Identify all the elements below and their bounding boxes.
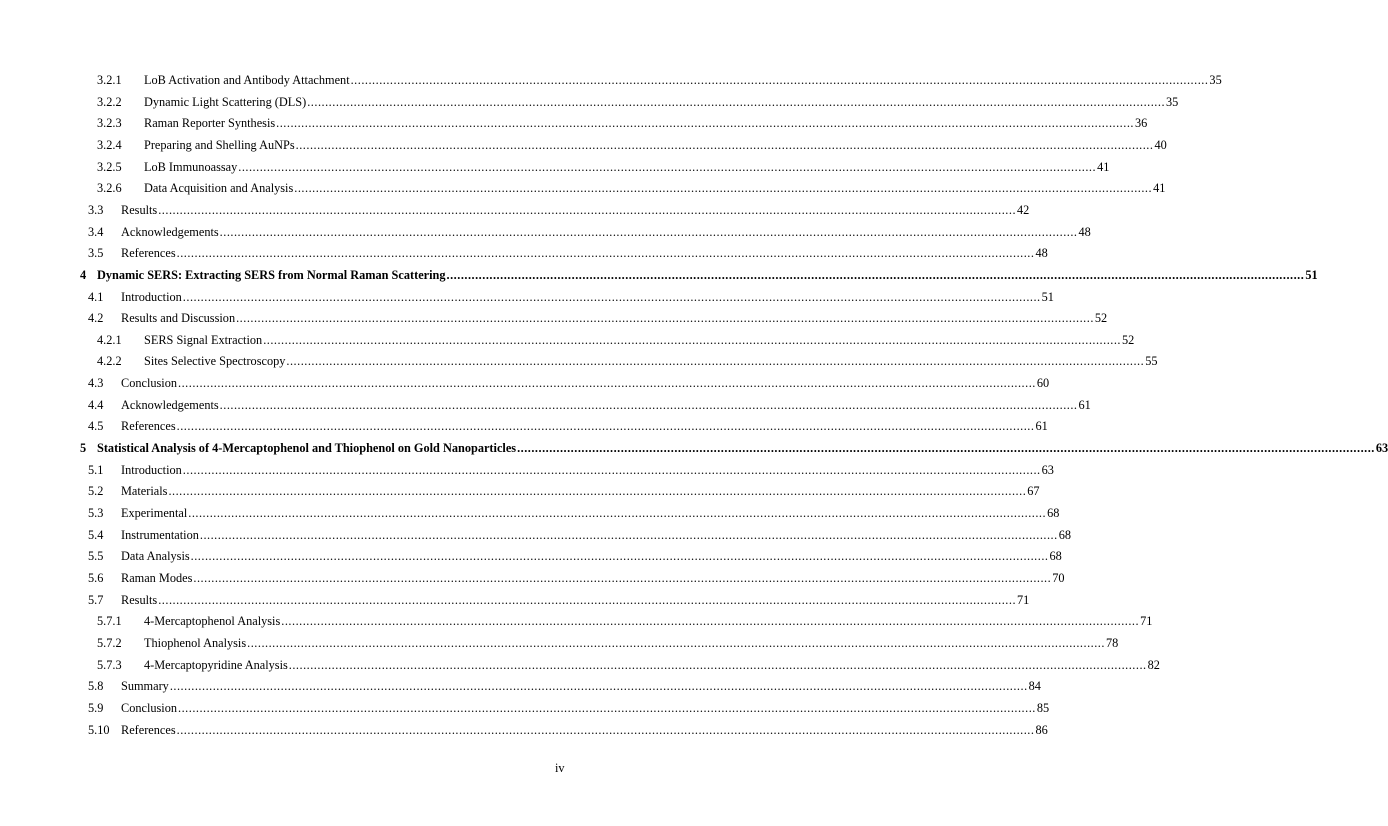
toc-entry-page: 51	[1041, 289, 1054, 304]
toc-entry[interactable]	[88, 200, 1030, 220]
toc-entry-page: 68	[1049, 549, 1062, 564]
toc-entry-number: 4.2	[88, 311, 104, 326]
toc-entry-page: 78	[1105, 635, 1119, 650]
dot-leader	[247, 633, 1105, 653]
dot-leader	[168, 481, 1026, 501]
toc-entry-page: 85	[1036, 700, 1050, 715]
toc-entry-title: Results	[121, 592, 158, 607]
toc-entry-page: 36	[1134, 116, 1148, 131]
toc-entry-page: 42	[1017, 202, 1030, 217]
toc-entry[interactable]	[97, 611, 1153, 631]
toc-entry-page: 52	[1094, 311, 1108, 326]
toc-entry-page: 35	[1166, 94, 1179, 109]
toc-entry-number: 3.2.1	[97, 73, 122, 87]
dot-leader	[281, 611, 1139, 631]
toc-entry-page: 63	[1041, 462, 1054, 477]
dot-leader	[183, 460, 1041, 480]
toc-entry-number: 4.2.2	[97, 354, 122, 369]
toc-entry-title: Dynamic Light Scattering (DLS)	[144, 94, 307, 109]
toc-entry-title: References	[121, 722, 176, 737]
dot-leader	[286, 351, 1144, 371]
dot-leader	[188, 503, 1046, 523]
toc-entry[interactable]	[88, 568, 1065, 588]
toc-entry-page: 48	[1035, 246, 1048, 261]
toc-entry[interactable]	[97, 70, 1222, 90]
toc-entry-number: 5.4	[88, 527, 104, 542]
dot-leader	[263, 330, 1121, 350]
toc-entry-page: 41	[1153, 181, 1166, 196]
toc-entry-page: 40	[1154, 137, 1167, 152]
toc-entry-number: 5.9	[88, 700, 104, 715]
page-number: iv	[555, 761, 565, 775]
toc-entry-title: 4-Mercaptopyridine Analysis	[144, 657, 288, 672]
toc-entry-title: Acknowledgements	[121, 224, 219, 239]
toc-entry-page: 63	[1375, 441, 1388, 456]
dot-leader	[177, 243, 1035, 263]
toc-entry-number: 4.5	[88, 419, 104, 434]
dot-leader	[447, 265, 1305, 285]
toc-entry-number: 5.7	[88, 592, 104, 607]
toc-entry-number: 3.3	[88, 202, 104, 217]
toc-entry-title: Acknowledgements	[121, 397, 219, 412]
toc-entry-number: 5	[80, 441, 87, 456]
dot-leader	[183, 287, 1041, 307]
dot-leader	[200, 525, 1058, 545]
toc-entry[interactable]	[80, 265, 1318, 285]
dot-leader	[276, 113, 1134, 133]
toc-entry[interactable]	[97, 351, 1158, 371]
toc-entry[interactable]	[97, 113, 1148, 133]
toc-entry-page: 70	[1052, 570, 1065, 585]
toc-entry-page: 41	[1097, 159, 1110, 174]
toc-entry-title: Introduction	[121, 462, 182, 477]
toc-entry-title: Introduction	[121, 289, 182, 304]
dot-leader	[178, 698, 1036, 718]
toc-entry-number: 4.2.1	[97, 332, 122, 347]
toc-entry-title: References	[121, 419, 176, 434]
toc-entry[interactable]	[88, 416, 1048, 436]
toc-entry-title: 4-Mercaptophenol Analysis	[144, 614, 281, 629]
toc-entry-title: Materials	[121, 484, 168, 499]
toc-entry[interactable]	[88, 590, 1030, 610]
toc-entry[interactable]	[88, 287, 1054, 307]
toc-entry[interactable]	[88, 308, 1108, 328]
toc-entry-page: 71	[1140, 614, 1153, 629]
toc-entry[interactable]	[88, 243, 1048, 263]
toc-entry-page: 48	[1078, 224, 1091, 239]
toc-entry-title: LoB Immunoassay	[144, 159, 238, 174]
toc-entry[interactable]	[88, 546, 1062, 566]
toc-entry[interactable]	[88, 481, 1040, 501]
toc-entry[interactable]	[88, 503, 1060, 523]
toc-entry-title: Dynamic SERS: Extracting SERS from Normal Raman Scattering	[97, 267, 446, 282]
toc-entry[interactable]	[88, 222, 1091, 242]
toc-entry-number: 5.7.1	[97, 614, 122, 629]
toc-entry[interactable]	[88, 395, 1091, 415]
dot-leader	[517, 438, 1375, 458]
toc-entry-page: 68	[1058, 527, 1071, 542]
toc-entry-number: 5.3	[88, 506, 104, 520]
toc-entry-number: 5.1	[88, 462, 104, 477]
dot-leader	[296, 135, 1154, 155]
toc-entry[interactable]	[97, 655, 1160, 675]
toc-entry-number: 4.4	[88, 397, 104, 412]
toc-entry-number: 3.5	[88, 246, 104, 261]
toc-entry-page: 84	[1028, 679, 1041, 694]
dot-leader	[236, 308, 1094, 328]
toc-entry-number: 3.2.5	[97, 159, 122, 174]
dot-leader	[238, 157, 1096, 177]
toc-entry[interactable]	[80, 438, 1388, 458]
toc-entry-title: Results and Discussion	[121, 311, 236, 326]
toc-entry-title: Instrumentation	[121, 527, 199, 542]
toc-entry-title: Summary	[121, 679, 169, 694]
dot-leader	[193, 568, 1051, 588]
toc-entry-title: LoB Activation and Antibody Attachment	[144, 73, 350, 87]
toc-entry[interactable]	[97, 157, 1110, 177]
toc-entry-number: 5.2	[88, 484, 104, 499]
toc-entry-page: 55	[1145, 354, 1158, 369]
toc-entry-number: 5.10	[88, 722, 110, 737]
dot-leader	[177, 720, 1035, 740]
toc-entry-page: 52	[1122, 332, 1135, 347]
dot-leader	[220, 395, 1078, 415]
toc-entry-number: 5.7.3	[97, 657, 122, 672]
toc-entry-page: 61	[1035, 419, 1048, 434]
toc-entry-number: 5.8	[88, 679, 104, 694]
dot-leader	[178, 373, 1036, 393]
toc-entry-page: 67	[1027, 484, 1040, 499]
toc-entry[interactable]	[88, 525, 1071, 545]
dot-leader	[177, 416, 1035, 436]
toc-entry[interactable]	[88, 698, 1050, 718]
toc-entry[interactable]	[97, 135, 1167, 155]
toc-entry-number: 3.2.6	[97, 181, 122, 196]
toc-entry-page: 86	[1035, 722, 1048, 737]
dot-leader	[307, 92, 1165, 112]
toc-entry-number: 5.5	[88, 549, 104, 564]
dot-leader	[158, 200, 1016, 220]
toc-entry[interactable]	[97, 330, 1135, 350]
toc-entry-page: 71	[1017, 592, 1030, 607]
dot-leader	[170, 676, 1028, 696]
toc-entry[interactable]	[97, 633, 1119, 653]
toc-entry[interactable]	[97, 92, 1179, 112]
dot-leader	[220, 222, 1078, 242]
toc-entry-title: Conclusion	[121, 700, 178, 715]
toc-entry[interactable]	[88, 720, 1048, 740]
toc-entry-number: 3.2.2	[97, 94, 122, 109]
toc-entry-number: 3.2.4	[97, 137, 122, 152]
toc-entry-title: Experimental	[121, 506, 188, 520]
toc-entry[interactable]	[97, 178, 1166, 198]
toc-entry-page: 61	[1078, 397, 1091, 412]
toc-entry-title: References	[121, 246, 176, 261]
dot-leader	[191, 546, 1049, 566]
toc-entry-number: 4.1	[88, 289, 104, 304]
toc-entry-title: Raman Reporter Synthesis	[144, 116, 276, 131]
toc-entry-title: Statistical Analysis of 4-Mercaptophenol and Thiophenol on Gold Nanoparticles	[97, 441, 517, 456]
toc-entry[interactable]	[88, 373, 1050, 393]
toc-entry-page: 60	[1036, 376, 1050, 391]
toc-entry-number: 4.3	[88, 376, 104, 391]
toc-entry-title: Raman Modes	[121, 570, 193, 585]
toc-entry[interactable]	[88, 676, 1041, 696]
toc-entry-page: 51	[1305, 267, 1318, 282]
toc-entry-title: SERS Signal Extraction	[144, 332, 263, 347]
toc-entry-page: 35	[1209, 73, 1222, 87]
toc-entry-number: 5.7.2	[97, 635, 122, 650]
toc-entry-number: 4	[80, 267, 87, 282]
toc-entry-number: 3.4	[88, 224, 104, 239]
toc-entry-title: Sites Selective Spectroscopy	[144, 354, 286, 369]
toc-entry-title: Results	[121, 202, 158, 217]
toc-entry-title: Preparing and Shelling AuNPs	[144, 137, 295, 152]
toc-entry-page: 68	[1047, 506, 1060, 520]
toc-entry[interactable]	[88, 460, 1054, 480]
toc-entry-title: Conclusion	[121, 376, 178, 391]
dot-leader	[289, 655, 1147, 675]
toc-entry-title: Thiophenol Analysis	[144, 635, 247, 650]
toc-entry-title: Data Acquisition and Analysis	[144, 181, 294, 196]
toc-entry-page: 82	[1147, 657, 1160, 672]
dot-leader	[294, 178, 1152, 198]
toc-entry-title: Data Analysis	[121, 549, 190, 564]
toc-entry-number: 3.2.3	[97, 116, 122, 131]
toc-entry-number: 5.6	[88, 570, 104, 585]
dot-leader	[158, 590, 1016, 610]
dot-leader	[351, 70, 1209, 90]
